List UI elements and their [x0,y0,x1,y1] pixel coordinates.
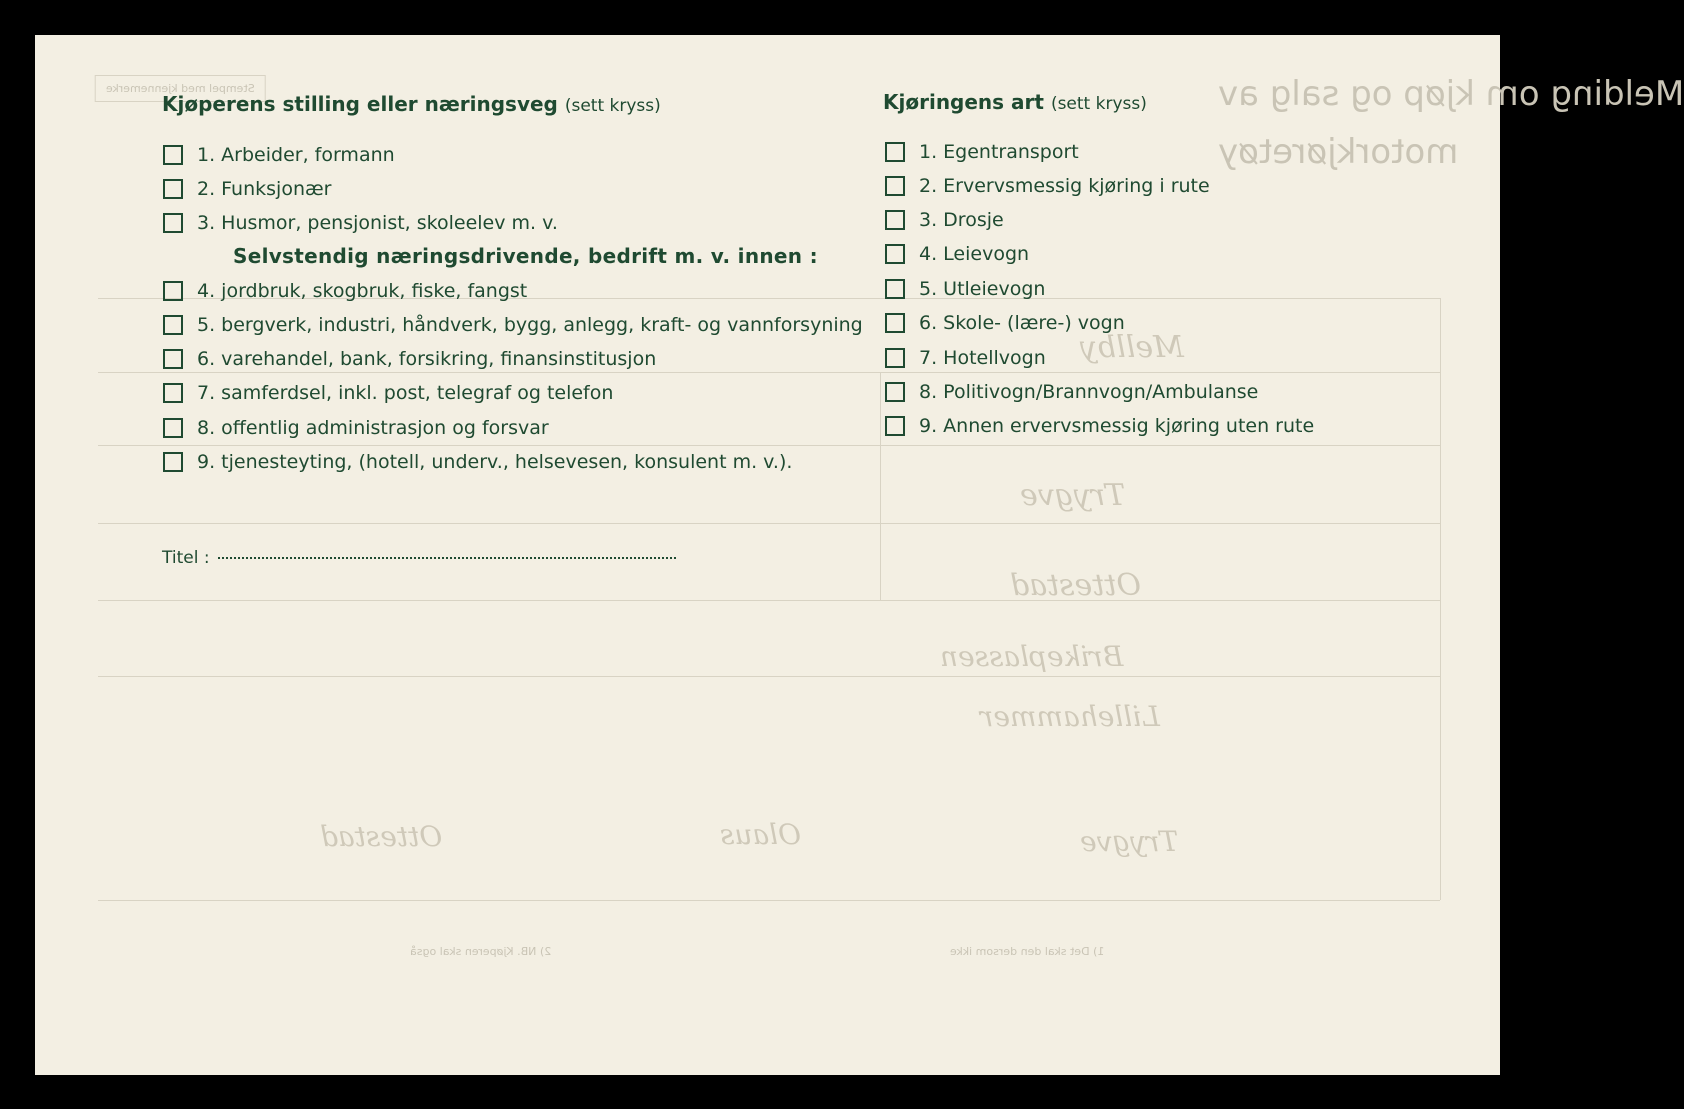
showthrough-stamp: Stempel med kjennemerke [95,75,266,102]
checkbox[interactable] [885,244,905,264]
occupation-option-8[interactable] [163,416,549,440]
driving-option-8[interactable] [885,380,1258,404]
option-label: 3. Drosje [919,209,1004,231]
buyer-occupation-heading-text: Kjøperens stilling eller næringsveg [162,92,558,116]
driving-option-3[interactable] [885,208,1004,232]
self-employed-subheading: Selvstendig næringsdrivende, bedrift m. v. innen : [233,244,818,268]
option-label: 7. samferdsel, inkl. post, telegraf og telefon [197,382,614,404]
showthrough-line [98,600,1440,601]
option-label: 3. Husmor, pensjonist, skoleelev m. v. [197,212,558,234]
option-label: 5. bergverk, industri, håndverk, bygg, anlegg, kraft- og vannforsyning [197,314,863,336]
option-label: 1. Egentransport [919,141,1079,163]
driving-option-7[interactable] [885,346,1046,370]
checkbox[interactable] [885,416,905,436]
showthrough-handwriting: Olaus [720,818,802,851]
heading-note: (sett kryss) [1050,94,1147,114]
showthrough-handwriting: Ottestad [320,820,443,853]
driving-option-1[interactable] [885,140,1079,164]
driving-type-heading [883,90,1147,114]
checkbox[interactable] [163,145,183,165]
showthrough-subtitle: motorkjøretøy [1218,132,1459,172]
title-dotted-line[interactable] [218,557,676,559]
occupation-option-6[interactable] [163,347,656,371]
option-label: 9. tjenesteyting, (hotell, underv., helsevesen, konsulent m. v.). [197,451,793,473]
checkbox[interactable] [885,142,905,162]
driving-option-2[interactable] [885,174,1210,198]
showthrough-line [98,372,1440,373]
checkbox[interactable] [163,418,183,438]
showthrough-handwriting: Brikeplassen [940,640,1124,673]
showthrough-handwriting: Mellby [1080,330,1184,365]
option-label: 2. Funksjonær [197,178,332,200]
showthrough-line [98,523,1440,524]
checkbox[interactable] [163,281,183,301]
checkbox[interactable] [885,210,905,230]
occupation-option-5[interactable] [163,313,863,337]
option-label: 7. Hotellvogn [919,347,1046,369]
buyer-occupation-heading [162,92,661,116]
option-label: 4. jordbruk, skogbruk, fiske, fangst [197,280,528,302]
driving-type-heading-text: Kjøringens art [883,90,1044,114]
showthrough-handwriting: Trygve [1020,478,1126,513]
option-label: 5. Utleievogn [919,278,1046,300]
showthrough-handwriting: Ottestad [1010,568,1142,603]
option-label: 8. Politivogn/Brannvogn/Ambulanse [919,381,1259,403]
driving-option-6[interactable] [885,311,1125,335]
occupation-option-7[interactable] [163,381,613,405]
option-label: 6. varehandel, bank, forsikring, finansinstitusjon [197,348,657,370]
checkbox[interactable] [885,176,905,196]
showthrough-handwriting: Lillehammer [980,700,1160,733]
driving-option-4[interactable] [885,242,1029,266]
occupation-option-1[interactable] [163,143,395,167]
checkbox[interactable] [163,213,183,233]
checkbox[interactable] [163,179,183,199]
checkbox[interactable] [163,315,183,335]
option-label: 4. Leievogn [919,243,1030,265]
option-label: 1. Arbeider, formann [197,144,395,166]
checkbox[interactable] [885,279,905,299]
driving-option-9[interactable] [885,414,1314,438]
showthrough-line [98,445,1440,446]
showthrough-vline [1440,298,1441,900]
showthrough-vline [880,372,881,600]
heading-note: (sett kryss) [564,96,661,116]
occupation-option-3[interactable] [163,211,558,235]
occupation-option-9[interactable] [163,450,792,474]
checkbox[interactable] [163,349,183,369]
checkbox[interactable] [885,348,905,368]
checkbox[interactable] [163,452,183,472]
title-field[interactable] [162,548,676,568]
showthrough-handwriting: Trygve [1080,825,1179,858]
showthrough-footnote: 2) NB. Kjøperen skal også [410,945,552,958]
occupation-option-4[interactable] [163,279,527,303]
checkbox[interactable] [885,382,905,402]
occupation-option-2[interactable] [163,177,331,201]
option-label: 8. offentlig administrasjon og forsvar [197,417,549,439]
checkbox[interactable] [885,313,905,333]
showthrough-title: Melding om kjøp og salg av [1218,74,1684,114]
option-label: 2. Ervervsmessig kjøring i rute [919,175,1210,197]
option-label: 9. Annen ervervsmessig kjøring uten rute [919,415,1315,437]
title-label: Titel : [162,548,210,568]
option-label: 6. Skole- (lære-) vogn [919,312,1125,334]
driving-option-5[interactable] [885,277,1045,301]
showthrough-line [98,676,1440,677]
showthrough-line [98,900,1440,901]
checkbox[interactable] [163,383,183,403]
showthrough-footnote: 1) Det skal den dersom ikke [950,945,1105,958]
